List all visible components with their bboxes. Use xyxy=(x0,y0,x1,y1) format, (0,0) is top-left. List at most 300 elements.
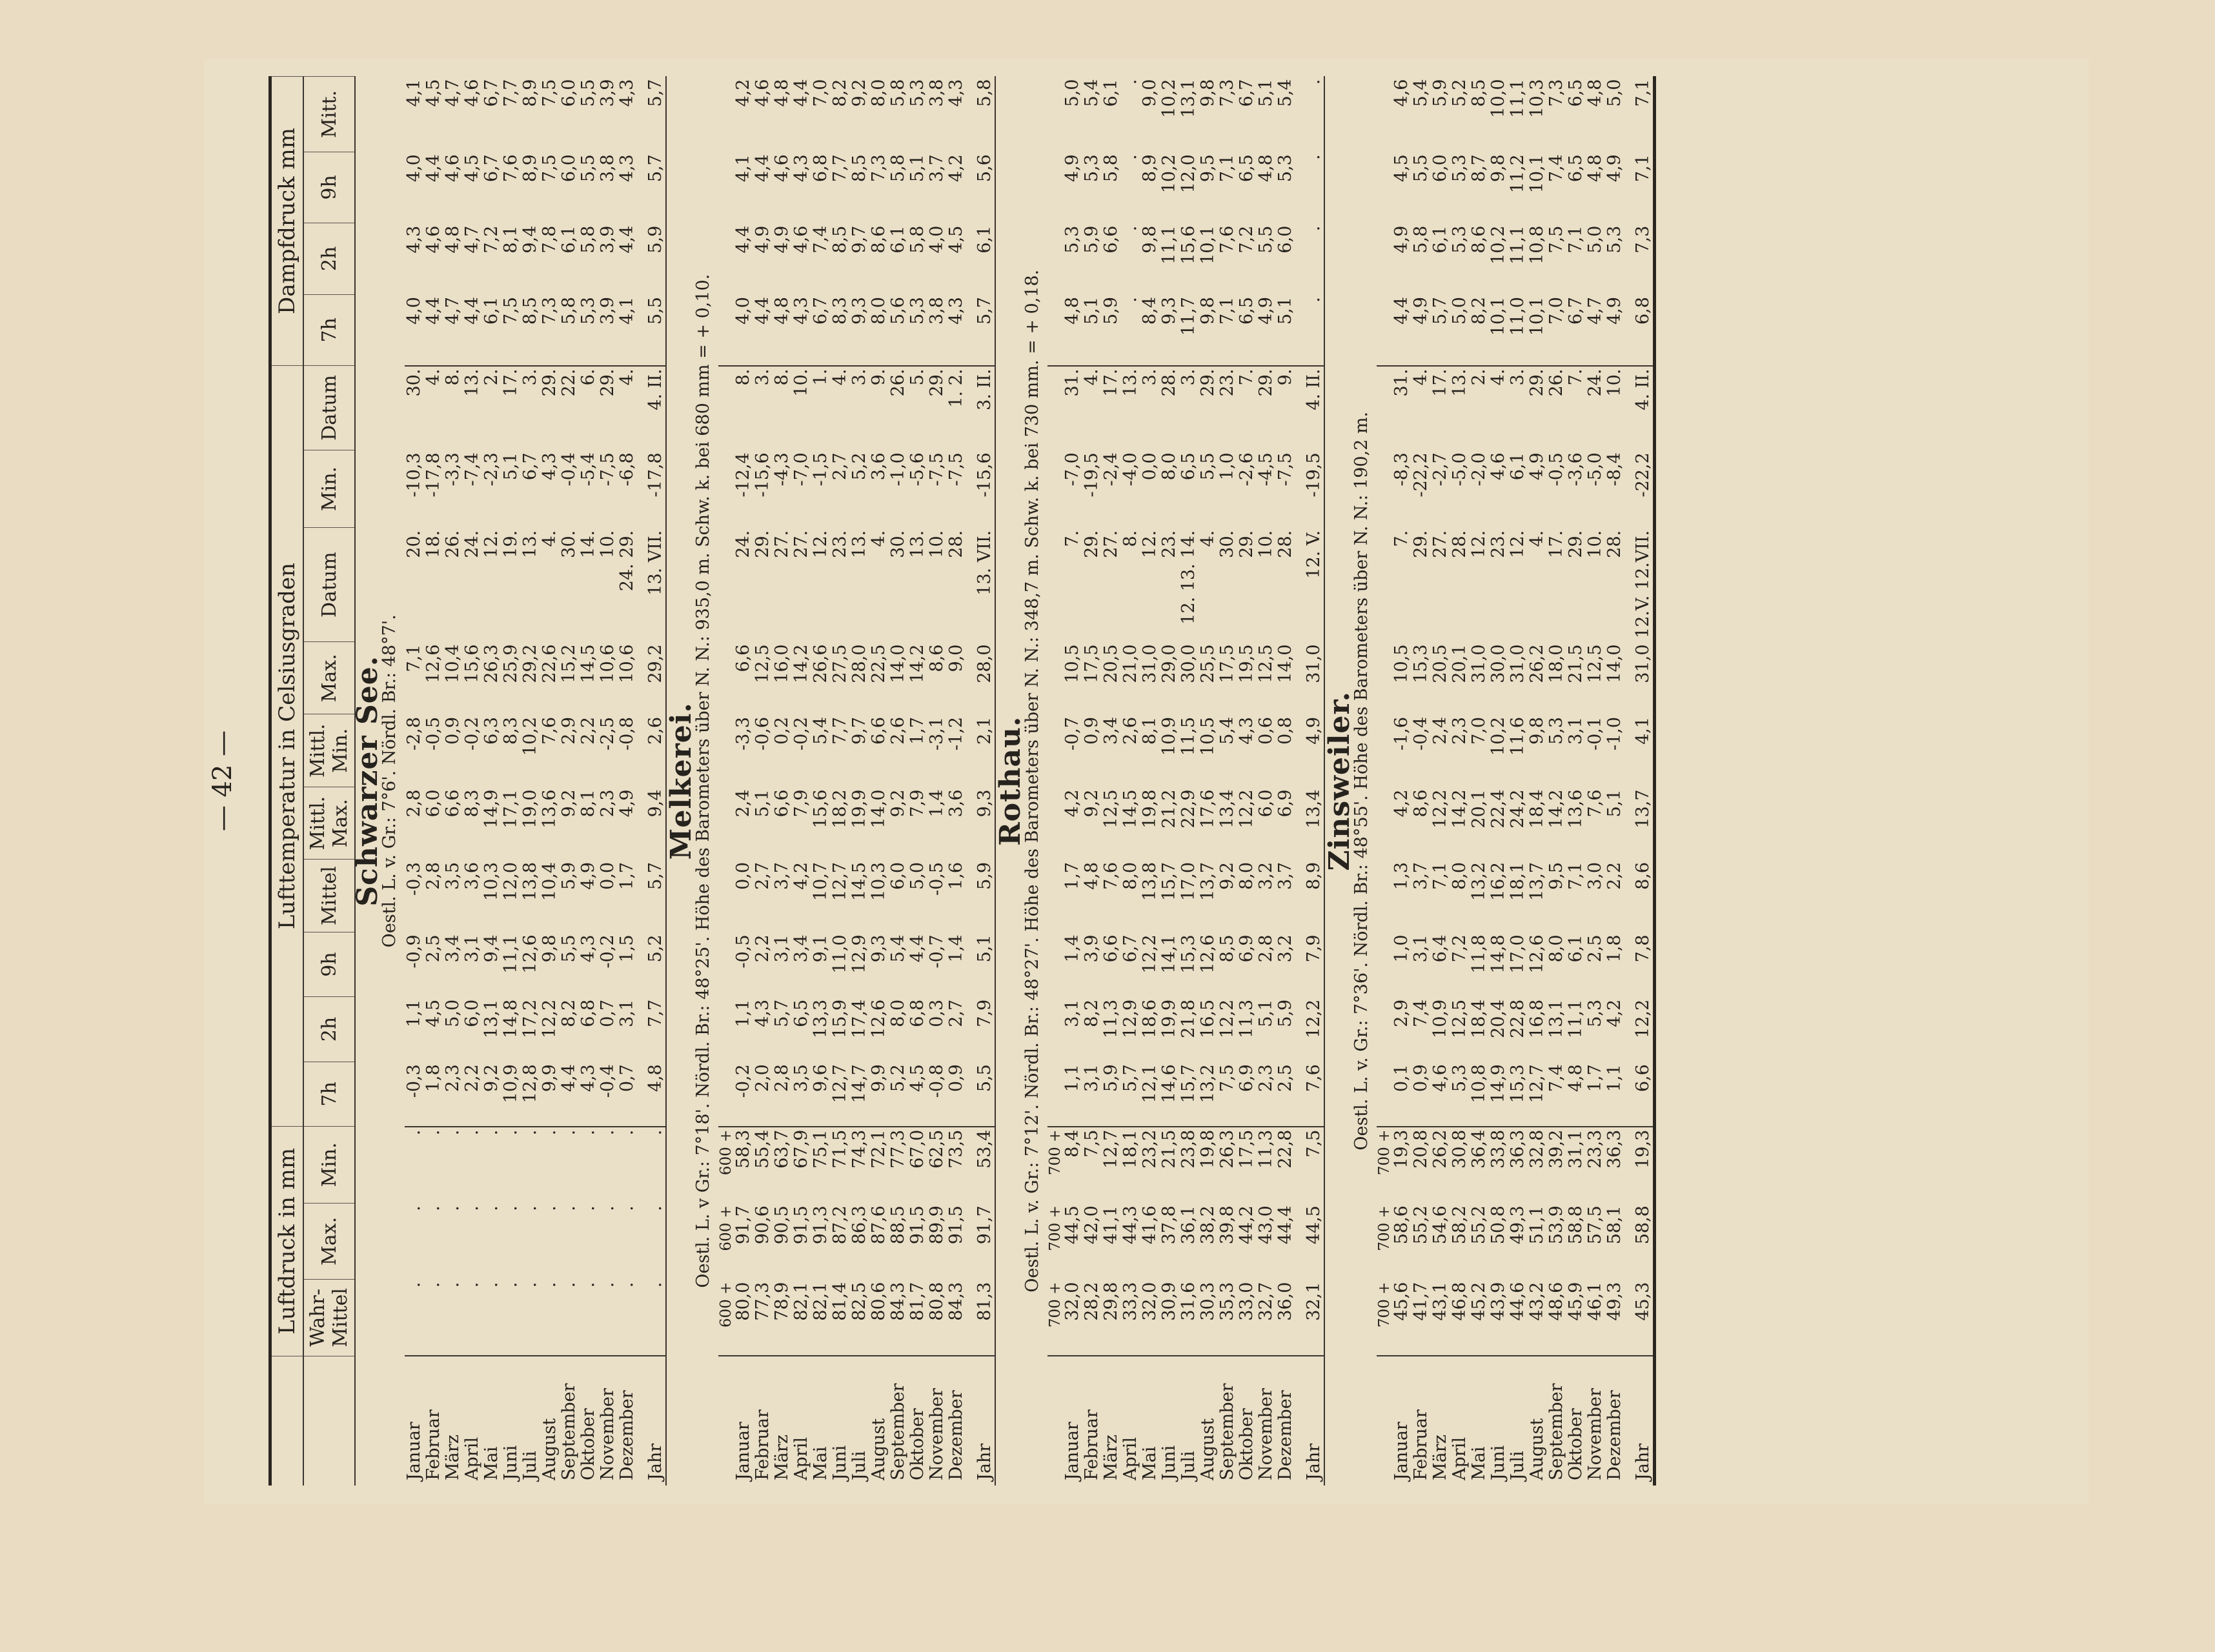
data-cell: 3,9 xyxy=(1082,934,1102,963)
data-cell: 10,4 xyxy=(540,861,560,902)
data-cell: 8,0 xyxy=(1237,861,1257,890)
data-cell: 6,0 xyxy=(559,79,579,107)
data-cell: 16,5 xyxy=(1198,999,1218,1038)
data-cell: 6,6 xyxy=(772,789,792,818)
table-row xyxy=(1547,77,1566,1486)
data-cell: 6,6 xyxy=(1101,934,1121,963)
data-cell: 39,2 xyxy=(1547,1127,1566,1204)
data-cell: 19,8 xyxy=(1140,789,1160,829)
data-cell: 13,4 xyxy=(1217,789,1237,829)
data-cell: 44,3 xyxy=(1120,1205,1140,1245)
table-row xyxy=(908,77,927,1486)
data-cell: 4,4 xyxy=(1391,297,1411,325)
data-cell: 3. xyxy=(1508,366,1528,450)
data-cell: 11,5 xyxy=(1178,716,1199,756)
data-cell: . xyxy=(481,1205,501,1211)
table-row xyxy=(579,77,598,1486)
data-cell: 2. xyxy=(1470,366,1489,450)
data-cell: -22,2 xyxy=(1411,452,1431,498)
data-cell: 14,2 xyxy=(791,644,811,683)
data-cell: 10,6 xyxy=(598,644,618,683)
blank-cell xyxy=(1377,152,1392,223)
data-cell: 14,2 xyxy=(1546,789,1566,829)
data-cell: . xyxy=(617,1205,637,1211)
data-cell: 15,7 xyxy=(1178,1064,1199,1103)
column-header-0 xyxy=(303,1356,355,1486)
data-cell: 17. xyxy=(1431,366,1450,450)
data-cell: 7,5 xyxy=(540,79,560,107)
pressure-base: 700 + xyxy=(1376,1205,1393,1251)
data-cell: 3,1 xyxy=(617,999,637,1027)
data-cell: 23,2 xyxy=(1140,1127,1160,1204)
data-cell: 22. xyxy=(560,366,579,450)
data-cell: 2,6 xyxy=(645,716,665,745)
data-cell: 16,2 xyxy=(1488,861,1508,902)
data-cell: 5,5 xyxy=(1411,154,1431,183)
table-row xyxy=(1392,77,1411,1486)
pressure-base: 600 + xyxy=(718,1205,734,1251)
table-row xyxy=(1508,77,1528,1486)
data-cell: 10,5 xyxy=(1391,644,1411,683)
data-cell: 5,3 xyxy=(1546,716,1566,745)
data-cell: 5,7 xyxy=(645,154,665,183)
data-cell: 2,6 xyxy=(888,716,908,745)
data-cell: 6,7 xyxy=(811,297,831,325)
data-cell: 9,5 xyxy=(1546,861,1566,890)
table-row xyxy=(869,77,889,1486)
data-cell: 5,9 xyxy=(1430,79,1450,107)
data-cell: -0,3 xyxy=(404,1064,424,1098)
data-cell: 29. xyxy=(1237,530,1257,558)
data-cell: 27,5 xyxy=(830,644,850,683)
data-cell: 5,6 xyxy=(975,154,995,183)
data-cell: 5,3 xyxy=(1450,225,1470,254)
data-cell: 29. xyxy=(598,366,618,450)
data-cell: 12,7 xyxy=(830,861,850,902)
data-cell: 4,3 xyxy=(1237,716,1257,745)
data-cell: 12. V. xyxy=(1304,530,1324,579)
year-row xyxy=(1295,77,1324,1486)
month-label: Januar xyxy=(1063,1356,1082,1486)
data-cell: 10,1 xyxy=(1198,225,1218,265)
data-cell: . xyxy=(423,1205,443,1211)
data-cell: 50,8 xyxy=(1488,1205,1508,1245)
table-row xyxy=(501,77,521,1486)
data-cell: 3,4 xyxy=(1101,716,1121,745)
data-cell: 91,5 xyxy=(907,1205,927,1245)
column-header-11: Datum xyxy=(303,528,355,642)
data-cell: 17,1 xyxy=(501,789,521,829)
month-label: Mai xyxy=(811,1356,831,1486)
data-cell: 3,0 xyxy=(1585,861,1605,890)
data-cell: -0,4 xyxy=(559,452,579,487)
blank-cell xyxy=(718,77,734,152)
data-cell: 4,3 xyxy=(791,154,811,183)
data-cell: 4. xyxy=(540,530,560,547)
data-cell: -1,0 xyxy=(1604,716,1624,751)
data-cell: 4,6 xyxy=(772,154,792,183)
data-cell: 6,5 xyxy=(1237,297,1257,325)
data-cell: . xyxy=(443,1205,463,1211)
data-cell: 13. xyxy=(1450,366,1470,450)
data-cell: 5,3 xyxy=(907,297,927,325)
data-cell: 1,8 xyxy=(1604,934,1624,963)
data-cell: 14,6 xyxy=(1159,1064,1179,1103)
data-cell: 1,6 xyxy=(946,861,966,890)
data-cell: -0,8 xyxy=(617,716,637,751)
data-cell: 9,7 xyxy=(849,225,869,254)
data-cell: 17,6 xyxy=(1198,789,1218,829)
data-cell: -19,5 xyxy=(1304,452,1324,498)
data-cell: 14,0 xyxy=(869,789,889,829)
data-cell: 49,3 xyxy=(1508,1205,1528,1245)
data-cell: 6,8 xyxy=(1633,297,1653,325)
data-cell: 9,2 xyxy=(481,1064,501,1093)
data-cell: 14,5 xyxy=(578,644,598,683)
blank-cell xyxy=(718,294,734,365)
data-cell: 2,1 xyxy=(975,716,995,745)
data-cell: 4. xyxy=(1527,530,1547,547)
data-cell: 7,4 xyxy=(1546,1064,1566,1093)
data-cell: 1,4 xyxy=(1062,934,1082,963)
data-cell: 84,3 xyxy=(888,1282,908,1321)
table-row xyxy=(1489,77,1508,1486)
data-cell: 9,2 xyxy=(1217,861,1237,890)
data-cell: 32,7 xyxy=(1256,1282,1276,1321)
data-cell: 8,9 xyxy=(1140,154,1160,183)
data-cell: 8,2 xyxy=(830,79,850,107)
data-cell: 6,1 xyxy=(1430,225,1450,254)
data-cell: 5,2 xyxy=(849,452,869,481)
data-cell: 7,0 xyxy=(1469,716,1489,745)
data-cell: 5,9 xyxy=(975,861,995,890)
data-cell: 1,5 xyxy=(617,934,637,963)
data-cell: 23. xyxy=(830,530,850,558)
blank-cell xyxy=(718,1356,734,1486)
table-row xyxy=(1470,77,1489,1486)
data-cell: 75,1 xyxy=(811,1127,831,1204)
data-cell: 8. xyxy=(734,366,753,450)
data-cell: 9,4 xyxy=(520,225,540,254)
data-cell: 58,8 xyxy=(1566,1205,1586,1245)
data-cell: 81,4 xyxy=(830,1282,850,1321)
data-cell: 6,0 xyxy=(1430,154,1450,183)
data-cell: 4,9 xyxy=(1604,297,1624,325)
data-cell: 6,1 xyxy=(975,225,995,254)
data-cell: 31. xyxy=(1392,366,1411,450)
data-cell: 3,2 xyxy=(1275,934,1295,963)
data-cell: 5,4 xyxy=(1217,716,1237,745)
blank-cell xyxy=(1047,528,1063,642)
blank-cell xyxy=(1047,787,1063,859)
data-cell: 8,0 xyxy=(869,297,889,325)
data-cell: 6,0 xyxy=(423,789,443,818)
data-cell: 12,9 xyxy=(1120,999,1140,1038)
data-cell: 67,0 xyxy=(908,1127,927,1204)
data-cell: 27. xyxy=(772,530,792,558)
data-cell: 4. II. xyxy=(1295,366,1324,450)
data-cell: 26,2 xyxy=(1431,1127,1450,1204)
month-label: Januar xyxy=(405,1356,424,1486)
data-cell: 10,8 xyxy=(1527,225,1547,265)
data-cell: 14,9 xyxy=(1488,1064,1508,1103)
data-cell: 13,1 xyxy=(481,999,501,1038)
data-cell: 4,5 xyxy=(1391,154,1411,183)
data-cell: -0,9 xyxy=(404,934,424,969)
data-cell: 6,1 xyxy=(1566,934,1586,963)
data-cell: 80,8 xyxy=(927,1282,947,1321)
data-cell: 4,8 xyxy=(1566,1064,1586,1093)
data-cell: 31,0 xyxy=(1508,644,1528,683)
data-cell: 6,0 xyxy=(1256,789,1276,818)
data-cell: 7,5 xyxy=(501,297,521,325)
data-cell: -3,1 xyxy=(927,716,947,751)
month-label: März xyxy=(1102,1356,1121,1486)
data-cell: 25,9 xyxy=(501,644,521,683)
data-cell: 6,0 xyxy=(462,999,482,1027)
data-cell: 2,2 xyxy=(1604,861,1624,890)
month-label: Juni xyxy=(501,1356,521,1486)
data-cell: 35,3 xyxy=(1217,1282,1237,1321)
data-cell: 10,3 xyxy=(1527,79,1547,118)
data-cell: 28,0 xyxy=(849,644,869,683)
data-cell: 13,1 xyxy=(1546,999,1566,1038)
month-label: Mai xyxy=(1470,1356,1489,1486)
data-cell: 41,7 xyxy=(1411,1282,1431,1321)
blank-cell xyxy=(1377,294,1392,365)
data-cell: 14,1 xyxy=(1159,934,1179,974)
data-cell: -2,6 xyxy=(1237,452,1257,487)
table-row xyxy=(850,77,869,1486)
data-cell: 15,6 xyxy=(1178,225,1199,265)
data-cell: 26. xyxy=(889,366,908,450)
data-cell: 45,6 xyxy=(1391,1282,1411,1321)
table-row xyxy=(1528,77,1547,1486)
data-cell: 20. xyxy=(404,530,424,558)
data-cell: 46,8 xyxy=(1450,1282,1470,1321)
station-title: Schwarzer See. xyxy=(351,655,384,907)
data-cell: 10,8 xyxy=(1469,1064,1489,1103)
data-cell: 23. xyxy=(1488,530,1508,558)
data-cell: 0,9 xyxy=(946,1064,966,1093)
blank-cell xyxy=(1047,714,1063,787)
blank-cell xyxy=(718,1062,734,1126)
data-cell: . xyxy=(443,1127,463,1204)
month-label: April xyxy=(792,1356,811,1486)
data-cell: 4,9 xyxy=(1062,154,1082,183)
year-row xyxy=(966,77,995,1486)
data-cell: 6,0 xyxy=(888,861,908,890)
data-cell: 30,3 xyxy=(1198,1282,1218,1321)
data-cell: 4. xyxy=(424,366,443,450)
data-cell: 8,1 xyxy=(578,789,598,818)
data-cell: 6,7 xyxy=(481,79,501,107)
blank-cell xyxy=(1047,366,1063,450)
data-cell: 2,9 xyxy=(559,716,579,745)
climate-table-frame xyxy=(268,76,1656,1486)
data-cell: . xyxy=(637,1127,666,1204)
data-cell: 4,3 xyxy=(946,297,966,325)
data-cell: 3,8 xyxy=(598,154,618,183)
data-cell: 31. xyxy=(1063,366,1082,450)
data-cell: 6,5 xyxy=(791,999,811,1027)
column-header-1: Wahr-Mittel xyxy=(303,1280,355,1356)
data-cell: . xyxy=(520,1205,540,1211)
blank-cell xyxy=(1047,1356,1063,1486)
data-cell: 5,7 xyxy=(975,297,995,325)
data-cell: 10,7 xyxy=(811,861,831,902)
data-cell: 28. xyxy=(1160,366,1179,450)
blank-cell xyxy=(1047,932,1063,996)
column-header-6: 9h xyxy=(303,932,355,996)
data-cell: 48,6 xyxy=(1546,1282,1566,1321)
data-cell: 2,3 xyxy=(443,1064,463,1093)
data-cell: 3,5 xyxy=(791,1064,811,1093)
data-cell: 12,5 xyxy=(1101,789,1121,829)
data-cell: 1,1 xyxy=(1604,1064,1624,1093)
data-cell: . xyxy=(559,1205,579,1211)
data-cell: 9,9 xyxy=(540,1064,560,1093)
data-cell: 4,3 xyxy=(404,225,424,254)
month-label: März xyxy=(443,1356,463,1486)
month-label: August xyxy=(1528,1356,1547,1486)
data-cell: 8,5 xyxy=(520,297,540,325)
data-cell: 7,9 xyxy=(1304,934,1324,963)
data-cell: 28,2 xyxy=(1082,1282,1102,1321)
month-label: März xyxy=(1431,1356,1450,1486)
data-cell: 20,8 xyxy=(1411,1127,1431,1204)
data-cell: 7,7 xyxy=(830,154,850,183)
data-cell: 26. xyxy=(1547,366,1566,450)
data-cell: 3,6 xyxy=(869,452,889,481)
table-row xyxy=(1063,77,1082,1486)
data-cell: 3. II. xyxy=(966,366,995,450)
data-cell: 0,9 xyxy=(1411,1064,1431,1093)
table-row xyxy=(734,77,753,1486)
data-cell: 4,5 xyxy=(462,154,482,183)
data-cell: 1,7 xyxy=(1062,861,1082,890)
data-cell: . xyxy=(540,1282,560,1288)
data-cell: 7,3 xyxy=(540,297,560,325)
data-cell: -5,4 xyxy=(578,452,598,487)
data-cell: 51,1 xyxy=(1527,1205,1547,1245)
data-cell: 14,8 xyxy=(501,999,521,1038)
table-row xyxy=(1121,77,1140,1486)
data-cell: 24. 29. xyxy=(617,530,637,592)
header-blank xyxy=(272,1356,303,1486)
month-label: Februar xyxy=(424,1356,443,1486)
data-cell: 5,1 xyxy=(975,934,995,963)
data-cell: -0,8 xyxy=(927,1064,947,1098)
table-row xyxy=(1276,77,1295,1486)
data-cell: 5,0 xyxy=(1450,297,1470,325)
data-cell: . xyxy=(645,1282,665,1288)
table-row xyxy=(1257,77,1276,1486)
data-cell: 4,4 xyxy=(733,225,753,254)
blank-cell xyxy=(718,787,734,859)
data-cell: 45,9 xyxy=(1566,1282,1586,1321)
data-cell: 30. xyxy=(405,366,424,450)
data-cell: 2,2 xyxy=(462,1064,482,1093)
data-cell: 12,5 xyxy=(753,644,773,683)
data-cell: 4,4 xyxy=(462,297,482,325)
data-cell: 10,9 xyxy=(1159,716,1179,756)
blank-cell xyxy=(1377,860,1392,932)
data-cell: 90,5 xyxy=(772,1205,792,1245)
data-cell: 41,6 xyxy=(1140,1205,1160,1245)
column-header-15: 2h xyxy=(303,223,355,294)
data-cell: 5,3 xyxy=(1585,999,1605,1027)
pressure-base: 700 + xyxy=(1047,1282,1064,1328)
data-cell: 4,5 xyxy=(423,79,443,107)
data-cell: 0,3 xyxy=(927,999,947,1027)
data-cell: 9,5 xyxy=(1198,154,1218,183)
data-cell: 13,4 xyxy=(1304,789,1324,829)
data-cell: 23,8 xyxy=(1179,1127,1199,1204)
column-header-9: Mittl. Min. xyxy=(303,714,355,787)
data-cell: 6,6 xyxy=(869,716,889,745)
data-cell: 8,0 xyxy=(1120,861,1140,890)
data-cell: -3,3 xyxy=(443,452,463,487)
data-cell: 20,4 xyxy=(1488,999,1508,1038)
data-cell: 89,9 xyxy=(927,1205,947,1245)
station-coordinates: Oestl. L. v Gr.: 7°18'. Nördl. Br.: 48°25'. Höhe des Barometers über N. N.: 935,0 m. Schw. k. bei 680 mm = + 0,10. xyxy=(693,274,713,1288)
data-cell: -2,3 xyxy=(481,452,501,487)
data-cell: 0,7 xyxy=(598,999,618,1027)
data-cell: 63,7 xyxy=(773,1127,792,1204)
blank-cell xyxy=(718,528,734,642)
section-title-row xyxy=(1324,77,1377,1486)
data-cell: 9,4 xyxy=(481,934,501,963)
data-cell: 32,0 xyxy=(1062,1282,1082,1321)
data-cell: 26. xyxy=(443,530,463,558)
data-cell: 87,6 xyxy=(869,1205,889,1245)
month-label: Dezember xyxy=(618,1356,637,1486)
data-cell: -3,3 xyxy=(733,716,753,751)
data-cell: 19,3 xyxy=(1624,1127,1653,1204)
column-header-14: 7h xyxy=(303,294,355,365)
blank-cell xyxy=(718,366,734,450)
table-row xyxy=(773,77,792,1486)
data-cell: 29. xyxy=(1528,366,1547,450)
month-label: September xyxy=(889,1356,908,1486)
data-cell: 4,3 xyxy=(946,79,966,107)
data-cell: 3,1 xyxy=(772,934,792,963)
data-cell: 10,5 xyxy=(1198,716,1218,756)
data-cell: 8,0 xyxy=(1159,452,1179,481)
data-cell: 43,9 xyxy=(1488,1282,1508,1321)
data-cell: 12,2 xyxy=(540,999,560,1038)
data-cell: 29,2 xyxy=(645,644,665,683)
data-cell: 7,4 xyxy=(811,225,831,254)
data-cell: 3,7 xyxy=(1275,861,1295,890)
data-cell: 4,8 xyxy=(1585,154,1605,183)
month-label: Dezember xyxy=(1276,1356,1295,1486)
data-cell: -0,2 xyxy=(462,716,482,751)
data-cell: 21,5 xyxy=(1566,644,1586,683)
data-cell: . xyxy=(501,1205,521,1211)
year-row xyxy=(1624,77,1653,1486)
data-cell: 1,4 xyxy=(946,934,966,963)
data-cell: 8,6 xyxy=(1411,789,1431,818)
data-cell: 3,5 xyxy=(443,861,463,890)
data-cell: 11,1 xyxy=(1566,999,1586,1038)
data-cell: 44,5 xyxy=(1062,1205,1082,1245)
data-cell: 14,5 xyxy=(849,861,869,902)
data-cell: 11,0 xyxy=(830,934,850,974)
data-cell: . xyxy=(1120,297,1140,303)
data-cell: 2,6 xyxy=(1120,716,1140,745)
